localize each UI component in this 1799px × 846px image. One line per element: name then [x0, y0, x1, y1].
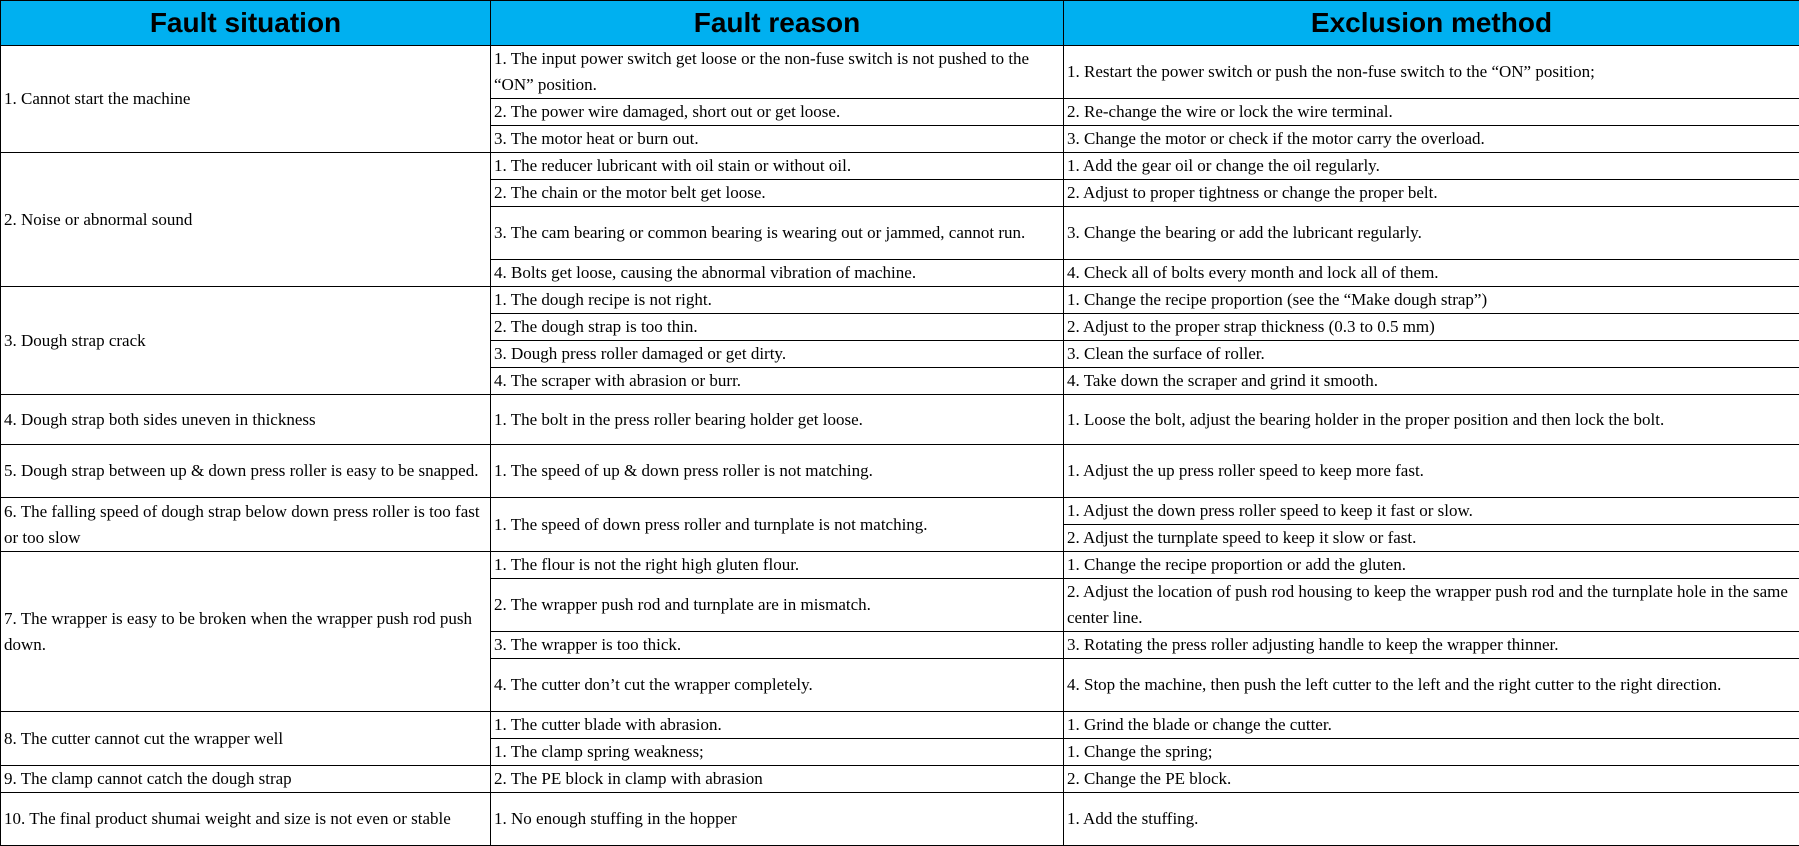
header-row: [1, 1, 1799, 46]
exclusion-method-cell: 1. Change the recipe proportion or add the gluten.: [1064, 552, 1799, 579]
header-fault-situation: Fault situation: [1, 1, 491, 46]
exclusion-method-cell: 2. Change the PE block.: [1064, 766, 1799, 793]
exclusion-method-cell: 4. Check all of bolts every month and lock all of them.: [1064, 260, 1799, 287]
fault-situation-cell: 9. The clamp cannot catch the dough strap: [1, 766, 491, 793]
exclusion-method-cell: 1. Add the stuffing.: [1064, 793, 1799, 846]
exclusion-method-cell: 1. Restart the power switch or push the non-fuse switch to the “ON” position;: [1064, 46, 1799, 99]
fault-reason-cell: 4. Bolts get loose, causing the abnormal vibration of machine.: [491, 260, 1064, 287]
fault-situation-cell: 2. Noise or abnormal sound: [1, 153, 491, 287]
fault-situation-cell: 5. Dough strap between up & down press roller is easy to be snapped.: [1, 445, 491, 498]
exclusion-method-cell: 3. Change the motor or check if the motor carry the overload.: [1064, 126, 1799, 153]
fault-situation-cell: 7. The wrapper is easy to be broken when the wrapper push rod push down.: [1, 552, 491, 712]
header-exclusion-method: Exclusion method: [1064, 1, 1799, 46]
fault-reason-cell: 2. The chain or the motor belt get loose.: [491, 180, 1064, 207]
exclusion-method-cell: 1. Grind the blade or change the cutter.: [1064, 712, 1799, 739]
exclusion-method-cell: 2. Re-change the wire or lock the wire terminal.: [1064, 99, 1799, 126]
exclusion-method-cell: 2. Adjust the location of push rod housing to keep the wrapper push rod and the turnplate hole in the same center line.: [1064, 579, 1799, 632]
fault-situation-cell: 3. Dough strap crack: [1, 287, 491, 395]
fault-reason-cell: 1. No enough stuffing in the hopper: [491, 793, 1064, 846]
exclusion-method-cell: 1. Change the spring;: [1064, 739, 1799, 766]
fault-reason-cell: 1. The cutter blade with abrasion.: [491, 712, 1064, 739]
table-row: [1, 287, 1799, 314]
fault-reason-cell: 2. The PE block in clamp with abrasion: [491, 766, 1064, 793]
fault-situation-cell: 4. Dough strap both sides uneven in thickness: [1, 395, 491, 445]
fault-situation-cell: 8. The cutter cannot cut the wrapper well: [1, 712, 491, 766]
table-row: [1, 46, 1799, 99]
fault-reason-cell: 1. The bolt in the press roller bearing holder get loose.: [491, 395, 1064, 445]
fault-reason-cell: 1. The flour is not the right high gluten flour.: [491, 552, 1064, 579]
fault-reason-cell: 4. The cutter don’t cut the wrapper completely.: [491, 659, 1064, 712]
table-row: [1, 498, 1799, 525]
fault-reason-cell: 1. The speed of up & down press roller is not matching.: [491, 445, 1064, 498]
fault-reason-cell: 1. The reducer lubricant with oil stain or without oil.: [491, 153, 1064, 180]
fault-reason-cell: 4. The scraper with abrasion or burr.: [491, 368, 1064, 395]
table-row: [1, 766, 1799, 793]
exclusion-method-cell: 3. Change the bearing or add the lubricant regularly.: [1064, 207, 1799, 260]
fault-reason-cell: 2. The dough strap is too thin.: [491, 314, 1064, 341]
exclusion-method-cell: 2. Adjust to the proper strap thickness (0.3 to 0.5 mm): [1064, 314, 1799, 341]
fault-reason-cell: 3. The wrapper is too thick.: [491, 632, 1064, 659]
header-fault-reason: Fault reason: [491, 1, 1064, 46]
fault-situation-cell: 10. The final product shumai weight and size is not even or stable: [1, 793, 491, 846]
fault-reason-cell: 3. The motor heat or burn out.: [491, 126, 1064, 153]
exclusion-method-cell: 1. Add the gear oil or change the oil regularly.: [1064, 153, 1799, 180]
table-row: [1, 712, 1799, 739]
fault-situation-cell: 6. The falling speed of dough strap below down press roller is too fast or too slow: [1, 498, 491, 552]
table-row: [1, 153, 1799, 180]
fault-reason-cell: 3. Dough press roller damaged or get dirty.: [491, 341, 1064, 368]
exclusion-method-cell: 4. Stop the machine, then push the left cutter to the left and the right cutter to the right direction.: [1064, 659, 1799, 712]
table-row: [1, 445, 1799, 498]
exclusion-method-cell: 1. Change the recipe proportion (see the “Make dough strap”): [1064, 287, 1799, 314]
fault-situation-cell: 1. Cannot start the machine: [1, 46, 491, 153]
fault-reason-cell: 1. The input power switch get loose or the non-fuse switch is not pushed to the “ON” position.: [491, 46, 1064, 99]
fault-reason-cell: 3. The cam bearing or common bearing is wearing out or jammed, cannot run.: [491, 207, 1064, 260]
fault-reason-cell: 2. The wrapper push rod and turnplate are in mismatch.: [491, 579, 1064, 632]
fault-reason-cell: 1. The speed of down press roller and turnplate is not matching.: [491, 498, 1064, 552]
exclusion-method-cell: 3. Rotating the press roller adjusting handle to keep the wrapper thinner.: [1064, 632, 1799, 659]
exclusion-method-cell: 3. Clean the surface of roller.: [1064, 341, 1799, 368]
exclusion-method-cell: 2. Adjust the turnplate speed to keep it slow or fast.: [1064, 525, 1799, 552]
table-row: [1, 552, 1799, 579]
fault-reason-cell: 2. The power wire damaged, short out or get loose.: [491, 99, 1064, 126]
table-row: [1, 395, 1799, 445]
exclusion-method-cell: 1. Loose the bolt, adjust the bearing holder in the proper position and then lock the bolt.: [1064, 395, 1799, 445]
fault-reason-cell: 1. The dough recipe is not right.: [491, 287, 1064, 314]
table-row: [1, 793, 1799, 846]
fault-reason-cell: 1. The clamp spring weakness;: [491, 739, 1064, 766]
exclusion-method-cell: 1. Adjust the up press roller speed to keep more fast.: [1064, 445, 1799, 498]
exclusion-method-cell: 2. Adjust to proper tightness or change the proper belt.: [1064, 180, 1799, 207]
exclusion-method-cell: 4. Take down the scraper and grind it smooth.: [1064, 368, 1799, 395]
exclusion-method-cell: 1. Adjust the down press roller speed to keep it fast or slow.: [1064, 498, 1799, 525]
